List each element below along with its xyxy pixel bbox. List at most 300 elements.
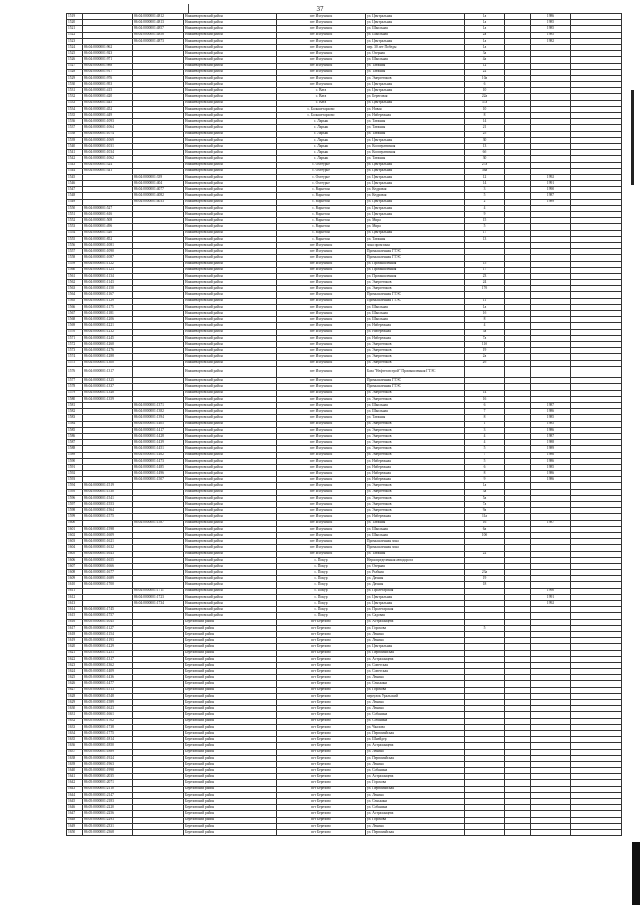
settlement-cell: пгт Излучинск (277, 255, 366, 261)
settlement-cell: с. Покур (277, 601, 366, 607)
settlement-cell: с. Ларьяк (277, 125, 366, 131)
street-cell: ул. Энергетиков (366, 396, 465, 402)
cadastral-number-cell: 86:04:0000001:1288 (83, 354, 133, 360)
settlement-cell: пгт Излучинск (277, 267, 366, 273)
district-cell: Нижневартовский район (184, 218, 277, 224)
row-number-cell: 1561 (67, 273, 83, 279)
street-cell: ул. Первомайская (366, 786, 465, 792)
street-cell: ул. Дачная (366, 576, 465, 582)
house-cell: 2а (465, 32, 505, 38)
house-cell: 10 (465, 88, 505, 94)
house-cell: 16 (465, 520, 505, 526)
settlement-cell: пгт Березово (277, 774, 366, 780)
cadastral-number-cell: 86:05:0000001:2035 (83, 774, 133, 780)
row-number-cell: 1591 (67, 464, 83, 470)
row-number-cell: 1540 (67, 143, 83, 149)
cadastral-number-cell: 86:04:0000001:1150 (83, 286, 133, 292)
settlement-cell: с. Варьеган (277, 212, 366, 218)
house-cell: 6 (465, 82, 505, 88)
district-cell: Нижневартовский район (184, 255, 277, 261)
district-cell: Нижневартовский район (184, 14, 277, 20)
settlement-cell: с. Большетарховo (277, 113, 366, 119)
row-number-cell: 1602 (67, 532, 83, 538)
row-number-cell: 1542 (67, 156, 83, 162)
row-number-cell: 1638 (67, 755, 83, 761)
settlement-cell: пгт Излучинск (277, 458, 366, 464)
cadastral-number-cell: 86:05:0000001:1963 (83, 761, 133, 767)
cadastral-number-alt-cell: 86:04:0000001:4812 (133, 14, 184, 20)
cadastral-number-cell: 86:04:0000001:1337 (83, 384, 133, 390)
street-cell: ул. Кооперативная (366, 150, 465, 156)
cadastral-number-cell: 86:04:0000001:1677 (83, 570, 133, 576)
district-cell: Нижневартовский район (184, 193, 277, 199)
cadastral-number-cell: 86:05:0000001:1251 (83, 650, 133, 656)
house-cell: 1а (465, 38, 505, 44)
row-number-cell: 1552 (67, 218, 83, 224)
cadastral-number-cell: 86:04:0000001:1530 (83, 489, 133, 495)
district-cell: Нижневартовский район (184, 150, 277, 156)
house-cell: 5а (465, 329, 505, 335)
cadastral-number-cell: 86:04:0000001:1129 (83, 298, 133, 304)
street-cell: ул. Промышленная (366, 267, 465, 273)
house-cell: 8 (465, 415, 505, 421)
street-cell: ул. Энергетиков (366, 483, 465, 489)
settlement-cell: пгт Излучинск (277, 273, 366, 279)
house-cell: 11б (465, 341, 505, 347)
district-cell: Нижневартовский район (184, 286, 277, 292)
street-cell: ул. Центральная (366, 38, 465, 44)
cadastral-number-cell: 86:04:0000001:1276 (83, 348, 133, 354)
street-cell: ул. Советская (366, 662, 465, 668)
district-cell: Нижневартовский район (184, 396, 277, 402)
cadastral-number-cell: 86:04:0000001:324 (83, 162, 133, 168)
row-number-cell: 1578 (67, 384, 83, 390)
house-cell: 17 (465, 267, 505, 273)
row-number-cell: 1588 (67, 446, 83, 452)
settlement-cell: пгт Березово (277, 712, 366, 718)
street-cell: ул. Энергетиков (366, 502, 465, 508)
street-cell: ул. Центральная (366, 601, 465, 607)
settlement-cell: с. Охтеурье (277, 162, 366, 168)
row-number-cell: 1621 (67, 650, 83, 656)
settlement-cell: с. Покур (277, 557, 366, 563)
settlement-cell: пгт Излучинск (277, 452, 366, 458)
cadastral-number-cell: 86:04:0000001:971 (83, 57, 133, 63)
street-cell: ул. Набережная (366, 458, 465, 464)
district-cell: Нижневартовский район (184, 224, 277, 230)
street-cell: ул. Ленина (366, 706, 465, 712)
district-cell: Нижневартовский район (184, 298, 277, 304)
district-cell: Нижневартовский район (184, 452, 277, 458)
cadastral-number-cell: 86:05:0000001:1409 (83, 669, 133, 675)
settlement-cell: пгт Березово (277, 681, 366, 687)
district-cell: Нижневартовский район (184, 458, 277, 464)
registry-table (66, 13, 622, 836)
row-number-cell: 1543 (67, 162, 83, 168)
house-cell: 22 (465, 551, 505, 557)
street-cell: ул. Первомайская (366, 755, 465, 761)
cadastral-number-cell: 86:04:0000001:1325 (83, 378, 133, 384)
district-cell: Нижневартовский район (184, 508, 277, 514)
house-cell: 1 (465, 421, 505, 427)
house-cell: 9 (465, 212, 505, 218)
district-cell: Березовский район (184, 774, 277, 780)
row-number-cell: 1597 (67, 502, 83, 508)
row-number-cell: 1567 (67, 311, 83, 317)
district-cell: Нижневартовский район (184, 94, 277, 100)
house-cell: 14 (465, 119, 505, 125)
street-cell: ул. Энергетиков (366, 508, 465, 514)
house-cell: 23а (465, 570, 505, 576)
district-cell: Нижневартовский район (184, 137, 277, 143)
settlement-cell: пгт Березово (277, 749, 366, 755)
street-cell: ул. Школьная (366, 409, 465, 415)
street-cell: ул. Школьная (366, 532, 465, 538)
row-number-cell: 1603 (67, 539, 83, 545)
year-cell: 1988 (531, 440, 571, 446)
cadastral-number-cell: 86:04:0000001:1621 (83, 539, 133, 545)
district-cell: Нижневартовский район (184, 88, 277, 94)
district-cell: Березовский район (184, 681, 277, 687)
street-cell: ул. Таежная (366, 119, 465, 125)
district-cell: Нижневартовский район (184, 323, 277, 329)
street-cell: База "Нефтегазстрой" Промышленная ГТЭС (366, 366, 465, 378)
district-cell: Нижневартовский район (184, 174, 277, 180)
year-cell: 1990 (531, 588, 571, 594)
settlement-cell: пгт Березово (277, 724, 366, 730)
street-cell: ул. Набережная (366, 113, 465, 119)
house-cell: 2 (465, 199, 505, 205)
row-number-cell: 1546 (67, 181, 83, 187)
district-cell: Нижневартовский район (184, 113, 277, 119)
street-cell: ул. Ленина (366, 700, 465, 706)
house-cell: 7 (465, 409, 505, 415)
year-cell: 1987 (531, 520, 571, 526)
district-cell: Нижневартовский район (184, 440, 277, 446)
street-cell: ул. Центральная (366, 137, 465, 143)
street-cell: ул. Астраханцева (366, 619, 465, 625)
house-cell: 1а (465, 14, 505, 20)
house-cell: 5 (465, 458, 505, 464)
house-cell: 1а (465, 20, 505, 26)
district-cell: Нижневартовский район (184, 162, 277, 168)
house-cell: 5а (465, 495, 505, 501)
house-cell: 14 (465, 390, 505, 396)
cadastral-number-cell: 86:04:0000001:1175 (83, 304, 133, 310)
district-cell: Нижневартовский район (184, 311, 277, 317)
house-cell: 13 (465, 236, 505, 242)
house-cell: 5 (465, 193, 505, 199)
settlement-cell: пгт Излучинск (277, 532, 366, 538)
row-number-cell: 1562 (67, 280, 83, 286)
cadastral-number-cell: 86:04:0000001:1064 (83, 125, 133, 131)
house-cell: 8 (465, 317, 505, 323)
year-cell: 1986 (531, 452, 571, 458)
year-cell: 1985 (531, 415, 571, 421)
row-number-cell: 1613 (67, 601, 83, 607)
settlement-cell: пгт Березово (277, 811, 366, 817)
street-cell: ул. Сенькина (366, 681, 465, 687)
house-cell: 1а (465, 44, 505, 50)
street-cell: ул. Астраханцева (366, 656, 465, 662)
settlement-cell: пгт Березово (277, 656, 366, 662)
year-cell: 1985 (531, 26, 571, 32)
row-number-cell: 1579 (67, 390, 83, 396)
row-number-cell: 1605 (67, 551, 83, 557)
row-number-cell: 1555 (67, 236, 83, 242)
row-number-cell: 1596 (67, 495, 83, 501)
year-cell: 1986 (531, 427, 571, 433)
settlement-cell: пгт Излучинск (277, 508, 366, 514)
district-cell: Березовский район (184, 669, 277, 675)
settlement-cell: с. Ларьяк (277, 143, 366, 149)
house-cell: 7а (465, 335, 505, 341)
district-cell: Нижневартовский район (184, 384, 277, 390)
cadastral-number-cell: 86:05:0000001:2331 (83, 823, 133, 829)
district-cell: Нижневартовский район (184, 125, 277, 131)
house-cell: 6 (465, 403, 505, 409)
cadastral-number-cell: 86:05:0000001:1045 (83, 619, 133, 625)
settlement-cell: с. Вата (277, 100, 366, 106)
district-cell: Нижневартовский район (184, 563, 277, 569)
district-cell: Нижневартовский район (184, 181, 277, 187)
street-cell: ул. Школьная (366, 57, 465, 63)
cadastral-number-cell: 86:04:0000001:953 (83, 82, 133, 88)
settlement-cell: с. Варьеган (277, 199, 366, 205)
street-cell: ул. Центральная (366, 594, 465, 600)
settlement-cell: пгт Излучинск (277, 69, 366, 75)
row-number-cell: 1620 (67, 644, 83, 650)
district-cell: Нижневартовский район (184, 119, 277, 125)
cadastral-number-cell: 86:05:0000001:1814 (83, 737, 133, 743)
house-cell: 15 (465, 218, 505, 224)
settlement-cell: с. Ларьяк (277, 137, 366, 143)
row-number-cell: 1566 (67, 304, 83, 310)
house-cell: 5 (465, 446, 505, 452)
year-cell: 1986 (531, 471, 571, 477)
street-cell: ул. Таежная (366, 520, 465, 526)
street-cell: ул. Ленина (366, 675, 465, 681)
settlement-cell: пгт Березово (277, 718, 366, 724)
cadastral-number-alt-cell: 86:04:0000001:404 (133, 181, 184, 187)
cadastral-number-cell: 86:04:0000001:1062 (83, 156, 133, 162)
street-cell: ул. Энергетиков (366, 489, 465, 495)
cadastral-number-alt-cell: 86:04:0000001:1485 (133, 464, 184, 470)
row-number-cell: 1575 (67, 360, 83, 366)
settlement-cell: пгт Излучинск (277, 409, 366, 415)
year-cell: 1991 (531, 594, 571, 600)
district-cell: Нижневартовский район (184, 576, 277, 582)
street-cell: ул. Ленина (366, 792, 465, 798)
settlement-cell: с. Варьеган (277, 193, 366, 199)
district-cell: Нижневартовский район (184, 607, 277, 613)
row-number-cell: 1607 (67, 563, 83, 569)
row-number-cell: 1637 (67, 749, 83, 755)
row-number-cell: 1528 (67, 69, 83, 75)
district-cell: Нижневартовский район (184, 378, 277, 384)
district-cell: Нижневартовский район (184, 335, 277, 341)
street-cell: ул. Собянина (366, 768, 465, 774)
settlement-cell: с. Ларьяк (277, 156, 366, 162)
settlement-cell: с. Варьеган (277, 218, 366, 224)
cadastral-number-cell: 86:04:0000001:1632 (83, 545, 133, 551)
cadastral-number-cell: 86:04:0000001:1087 (83, 255, 133, 261)
extra-cell (571, 366, 622, 378)
row-number-cell: 1556 (67, 242, 83, 248)
district-cell: Нижневартовский район (184, 273, 277, 279)
district-cell: Нижневартовский район (184, 495, 277, 501)
district-cell: Нижневартовский район (184, 348, 277, 354)
settlement-cell: с. Варьеган (277, 230, 366, 236)
row-number-cell: 1550 (67, 205, 83, 211)
cadastral-number-cell: 86:04:0000001:976 (83, 75, 133, 81)
settlement-cell: пгт Березово (277, 817, 366, 823)
settlement-cell: пгт Излучинск (277, 415, 366, 421)
street-cell: ул. Мира (366, 218, 465, 224)
cadastral-number-alt-cell: 86:04:0000001:4858 (133, 32, 184, 38)
settlement-cell: пгт Излучинск (277, 242, 366, 248)
row-number-cell: 1629 (67, 700, 83, 706)
cadastral-number-cell: 86:04:0000001:1745 (83, 607, 133, 613)
settlement-cell: пгт Излучинск (277, 38, 366, 44)
year-cell: 1986 (531, 409, 571, 415)
cadastral-number-alt-cell: 86:04:0000001:1507 (133, 477, 184, 483)
row-number-cell: 1649 (67, 823, 83, 829)
settlement-cell: пгт Излучинск (277, 464, 366, 470)
settlement-cell: пгт Березово (277, 625, 366, 631)
row-number-cell: 1573 (67, 348, 83, 354)
settlement-cell: пгт Излучинск (277, 249, 366, 255)
street-cell: ул. Астраханцева (366, 743, 465, 749)
street-cell: ул. Школьная (366, 526, 465, 532)
district-cell: Березовский район (184, 761, 277, 767)
settlement-cell: пгт Березово (277, 693, 366, 699)
settlement-cell: пгт Излучинск (277, 82, 366, 88)
settlement-cell: пгт Излучинск (277, 63, 366, 69)
street-cell: Промышленная ГТЭС (366, 298, 465, 304)
district-cell: Нижневартовский район (184, 545, 277, 551)
district-cell: Нижневартовский район (184, 236, 277, 242)
street-cell: Промышленная ГТЭС (366, 255, 465, 261)
house-cell: 16 (465, 396, 505, 402)
row-number-cell: 1623 (67, 662, 83, 668)
page-number: 37 (316, 5, 324, 13)
district-cell: Березовский район (184, 780, 277, 786)
row-number-cell: 1626 (67, 681, 83, 687)
row-number-cell: 1545 (67, 174, 83, 180)
cadastral-number-cell: 86:05:0000001:1661 (83, 712, 133, 718)
row-number-cell: 1529 (67, 75, 83, 81)
settlement-cell: с. Вата (277, 88, 366, 94)
street-cell: ул. Озерная (366, 563, 465, 569)
street-cell: ул. Озерная (366, 51, 465, 57)
district-cell: Нижневартовский район (184, 317, 277, 323)
cadastral-number-cell: 86:04:0000001:527 (83, 205, 133, 211)
cadastral-number-cell: 86:04:0000001:1181 (83, 311, 133, 317)
row-number-cell: 1582 (67, 409, 83, 415)
house-cell: 10а (465, 75, 505, 81)
settlement-cell: пгт Березово (277, 823, 366, 829)
settlement-cell: с. Большетарховo (277, 106, 366, 112)
row-number-cell: 1614 (67, 607, 83, 613)
street-cell: ул. Гороховa (366, 687, 465, 693)
cadastral-number-alt-cell: 86:04:0000001:1439 (133, 440, 184, 446)
district-cell: Нижневартовский район (184, 421, 277, 427)
house-cell: 24 (465, 280, 505, 286)
cadastral-number-alt-cell: 86:04:0000001:1451 (133, 446, 184, 452)
district-cell: Нижневартовский район (184, 143, 277, 149)
row-number-cell: 1636 (67, 743, 83, 749)
cadastral-number-cell: 86:04:0000001:520 (83, 230, 133, 236)
cadastral-number-alt-cell: 86:04:0000001:4873 (133, 38, 184, 44)
street-cell: ул. Пролетарская (366, 588, 465, 594)
cadastral-number-alt-cell: 86:04:0000001:1394 (133, 415, 184, 421)
district-cell: Нижневартовский район (184, 106, 277, 112)
street-cell: ул. Центральная (366, 199, 465, 205)
cadastral-number-cell: 86:04:0000001:1541 (83, 495, 133, 501)
settlement-cell: пгт Излучинск (277, 311, 366, 317)
cadastral-number-cell: 86:05:0000001:1623 (83, 706, 133, 712)
row-number-cell: 1570 (67, 329, 83, 335)
settlement-cell: пгт Излучинск (277, 396, 366, 402)
year-cell: 1992 (531, 601, 571, 607)
row-number-cell: 1574 (67, 354, 83, 360)
year-cell: 1991 (531, 181, 571, 187)
house-cell: 2б (465, 360, 505, 366)
house-cell: 6а (465, 526, 505, 532)
house-cell: 3 (465, 187, 505, 193)
street-cell: ул. Первомайская (366, 829, 465, 835)
settlement-cell: пгт Излучинск (277, 403, 366, 409)
cadastral-number-cell: 86:05:0000001:1127 (83, 625, 133, 631)
house-cell (465, 366, 505, 378)
district-cell: Березовский район (184, 786, 277, 792)
row-number-cell: 1537 (67, 125, 83, 131)
district-cell: Нижневартовский район (184, 366, 277, 378)
street-cell: ул. Школьная (366, 403, 465, 409)
settlement-cell: пгт Березово (277, 675, 366, 681)
house-cell: 17 (465, 230, 505, 236)
street-cell: ул. Центральная (366, 230, 465, 236)
row-number-cell: 1538 (67, 131, 83, 137)
row-number-cell: 1532 (67, 94, 83, 100)
street-cell: ул. Мира (366, 224, 465, 230)
row-number-cell: 1628 (67, 693, 83, 699)
house-cell: 30 (465, 156, 505, 162)
cadastral-number-cell: 86:05:0000001:1229 (83, 644, 133, 650)
row-number-cell: 1586 (67, 433, 83, 439)
cadastral-number-cell: 86:04:0000001:1074 (83, 131, 133, 137)
house-cell: 21 (465, 125, 505, 131)
row-number-cell: 1600 (67, 520, 83, 526)
row-number-cell: 1590 (67, 458, 83, 464)
house-cell: 10 (465, 106, 505, 112)
row-number-cell: 1558 (67, 255, 83, 261)
settlement-cell: пгт Березово (277, 631, 366, 637)
settlement-cell: с. Варьеган (277, 187, 366, 193)
settlement-cell: пгт Излучинск (277, 317, 366, 323)
settlement-cell: пгт Березово (277, 650, 366, 656)
district-cell: Березовский район (184, 687, 277, 693)
settlement-cell: пгт Березово (277, 786, 366, 792)
district-cell: Нижневартовский район (184, 212, 277, 218)
street-cell: ул. Собянина (366, 805, 465, 811)
cadastral-number-cell: 86:05:0000001:1362 (83, 662, 133, 668)
street-cell: ул. Набережная (366, 471, 465, 477)
street-cell: ул. Ленина (366, 761, 465, 767)
house-cell: 5 (465, 625, 505, 631)
settlement-cell: с. Охтеурье (277, 168, 366, 174)
